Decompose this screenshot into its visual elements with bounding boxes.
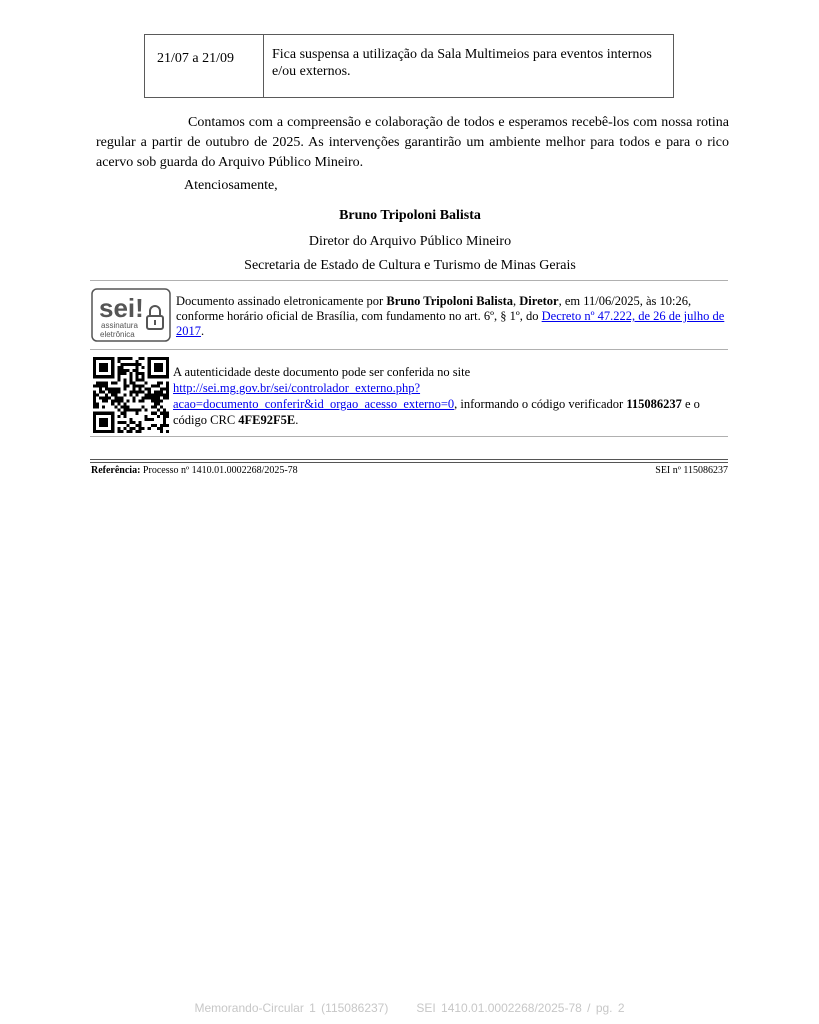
closing-text: Atenciosamente, (184, 178, 278, 193)
verifier-code: 115086237 (626, 397, 682, 411)
reference-value: Processo nº 1410.01.0002268/2025-78 (140, 465, 298, 476)
sei-logo-text: sei! (99, 293, 144, 323)
schedule-table (144, 34, 674, 98)
signature-prefix: Documento assinado eletronicamente por (176, 294, 387, 308)
body-paragraph: Contamos com a compreensão e colaboração de todos e esperamos recebê-los com nossa rotina regular a partir de outubro de 2025. As intervenções garantirão um ambiente melhor para todos e para o rico acervo sob guarda do Arquivo Público Mineiro. (96, 115, 729, 170)
footer-rule (90, 462, 728, 463)
qr-code-icon (93, 357, 169, 433)
sei-logo-subtext-1: assinatura (101, 321, 138, 330)
signer-role: Diretor do Arquivo Público Mineiro (308, 234, 512, 249)
signature-middle: , em 11/06/2025, às 10:26, conforme horário oficial de Brasília, com fundamento no art. 6º, § 1º, do (176, 294, 692, 323)
footer-rule (90, 459, 728, 460)
decree-link[interactable]: Decreto nº 47.222, de 26 de julho de 2017 (176, 309, 725, 338)
sei-signature-logo-icon (91, 288, 171, 342)
footer-sei-number: SEI nº 115086237 (655, 465, 728, 476)
signature-statement (176, 294, 728, 339)
authenticity-line1: A autenticidade deste documento pode ser conferida no site (173, 365, 471, 379)
divider (90, 349, 728, 350)
page-info (0, 1001, 819, 1015)
table-row (145, 35, 674, 98)
authenticity-mid: , informando o código verificador (454, 397, 627, 411)
divider (90, 436, 728, 437)
authenticity-statement (173, 364, 729, 428)
sei-logo-subtext-2: eletrônica (100, 330, 135, 339)
verification-link-part1[interactable]: http://sei.mg.gov.br/sei/controlador_externo.php? (173, 381, 421, 395)
signer-name: Bruno Tripoloni Balista (339, 208, 481, 223)
table-cell-description: Fica suspensa a utilização da Sala Multimeios para eventos internos e/ou externos. (264, 35, 674, 98)
reference-label: Referência: (91, 465, 141, 476)
footer-reference (91, 464, 298, 477)
table-cell-date: 21/07 a 21/09 (145, 35, 264, 98)
signature-suffix: . (201, 324, 205, 338)
signature-separator: , (513, 294, 520, 308)
signature-title: Diretor (519, 294, 559, 308)
verification-link-part2[interactable]: acao=documento_conferir&id_orgao_acesso_externo=0 (173, 397, 455, 411)
authenticity-mid2: e o código CRC (173, 397, 700, 427)
authenticity-end: . (295, 413, 299, 427)
page-info-process: SEI 1410.01.0002268/2025-78 / pg. 2 (416, 1001, 625, 1015)
signer-department: Secretaria de Estado de Cultura e Turismo de Minas Gerais (244, 258, 576, 273)
crc-code: 4FE92F5E (238, 413, 296, 427)
signature-name: Bruno Tripoloni Balista (386, 294, 514, 308)
page-info-document: Memorando-Circular 1 (115086237) (194, 1001, 389, 1015)
divider (90, 280, 728, 281)
